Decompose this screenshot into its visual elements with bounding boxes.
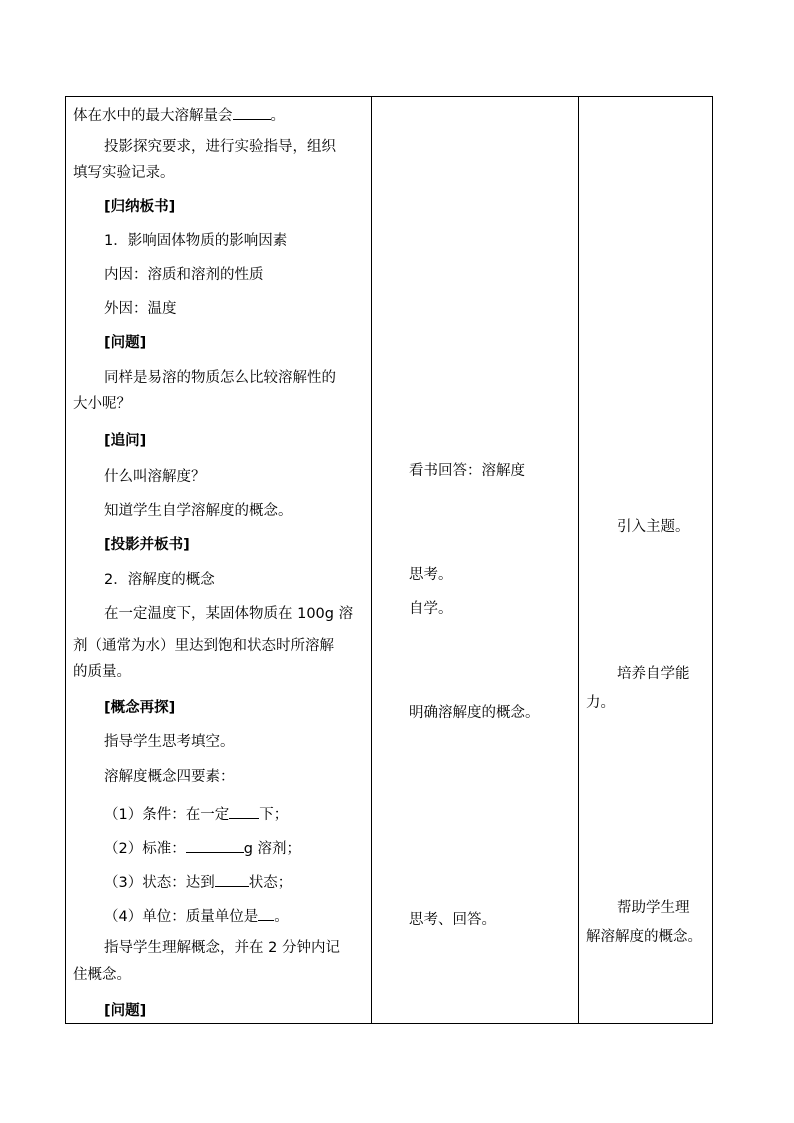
- fill-blank: [229, 804, 259, 819]
- text-line: 在一定温度下，某固体物质在 100g 溶: [104, 606, 354, 622]
- text-line: 大小呢？: [73, 396, 131, 412]
- text-line: 什么叫溶解度？: [104, 469, 206, 485]
- text-line: 填写实验记录。: [73, 165, 175, 181]
- text-line: 的质量。: [73, 664, 131, 680]
- fill-blank: [186, 838, 244, 853]
- design-intent-text: 解溶解度的概念。: [586, 929, 702, 945]
- lesson-plan-table: [65, 96, 713, 1024]
- design-intent-text: 引入主题。: [617, 519, 690, 535]
- fill-blank: [258, 906, 274, 921]
- text-line: 1．影响固体物质的影响因素: [104, 233, 288, 249]
- fill-blank: [215, 872, 249, 887]
- text-line: 2．溶解度的概念: [104, 572, 215, 588]
- design-intent-text: 培养自学能: [617, 666, 690, 682]
- student-activity-text: 思考。: [409, 567, 453, 583]
- design-intent-text: 力。: [586, 695, 615, 711]
- section-heading: [追问]: [104, 433, 147, 449]
- text-line: 同样是易溶的物质怎么比较溶解性的: [104, 370, 336, 386]
- text-line: 指导学生思考填空。: [104, 734, 235, 750]
- text-line: 住概念。: [73, 967, 131, 983]
- table-row: [66, 97, 713, 1024]
- text-line: 溶解度概念四要素：: [104, 769, 235, 785]
- design-intent-text: 帮助学生理: [617, 900, 690, 916]
- student-activity-text: 看书回答：溶解度: [409, 463, 525, 479]
- text-line: （1）条件：在一定 下；: [104, 804, 288, 824]
- section-heading: [问题]: [104, 1003, 147, 1019]
- text-line: 体在水中的最大溶解量会 。: [73, 105, 285, 125]
- fill-blank: [233, 105, 271, 120]
- section-heading: [归纳板书]: [104, 199, 176, 215]
- text-line: 外因：温度: [104, 301, 177, 317]
- text-line: （2）标准： g 溶剂；: [104, 838, 301, 858]
- section-heading: [问题]: [104, 335, 147, 351]
- text-line: 投影探究要求，进行实验指导，组织: [104, 139, 336, 155]
- text-line: （3）状态：达到 状态；: [104, 872, 292, 892]
- text-line: 内因：溶质和溶剂的性质: [104, 267, 264, 283]
- student-activity-text: 自学。: [409, 601, 453, 617]
- text-line: 指导学生理解概念，并在 2 分钟内记: [104, 940, 340, 956]
- section-heading: [概念再探]: [104, 700, 176, 716]
- section-heading: [投影并板书]: [104, 537, 190, 553]
- student-activity-text: 明确溶解度的概念。: [409, 705, 540, 721]
- design-intent-cell: [579, 97, 713, 1024]
- text-line: 知道学生自学溶解度的概念。: [104, 503, 293, 519]
- text-line: （4）单位：质量单位是 。: [104, 906, 289, 926]
- text-line: 剂（通常为水）里达到饱和状态时所溶解: [73, 638, 334, 654]
- teacher-activity-cell: [66, 97, 372, 1024]
- student-activity-cell: [372, 97, 579, 1024]
- student-activity-text: 思考、回答。: [409, 912, 496, 928]
